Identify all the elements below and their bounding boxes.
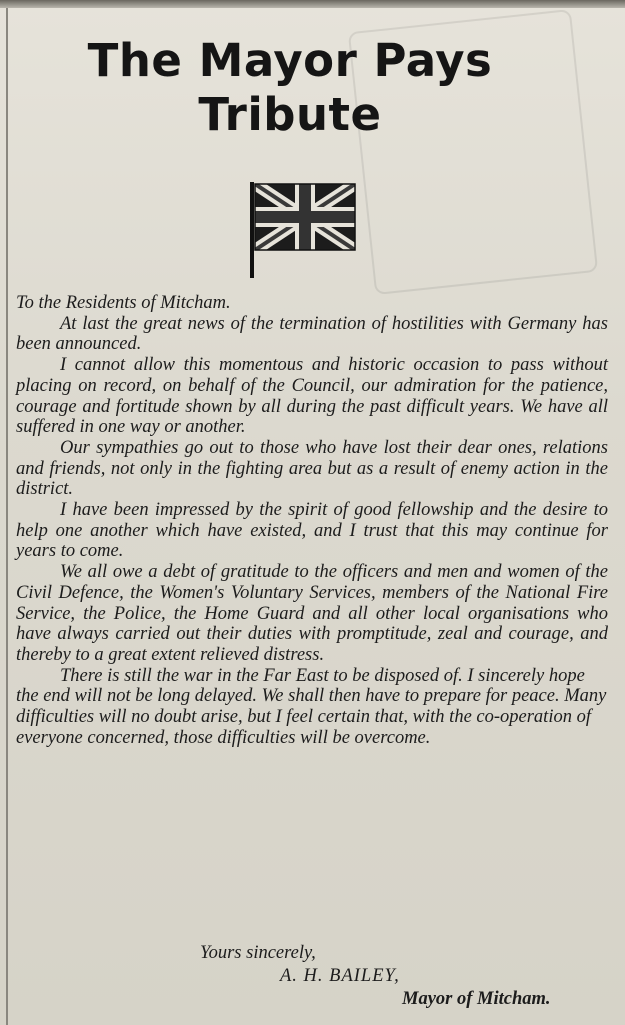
letter-paragraph: I have been impressed by the spirit of good fellowship and the desire to help one another which have existed, and I trust that this may continue for years to come. (16, 500, 608, 562)
letter-paragraph: There is still the war in the Far East to be disposed of. I sincerely hope the end will not be long delayed. We shall then have to prepare for peace. Many difficulties will no doubt arise, but I feel certain that, with the co-operation of everyone concerned, those difficulties will be overcome. (16, 665, 607, 748)
letter-paragraph: We all owe a debt of gratitude to the officers and men and women of the Civil Defence, the Women's Voluntary Services, members of the National Fire Service, the Police, the Home Guard and all other local organisations who have always carried out their duties with promptitude, zeal and courage, and thereby to a great extent relieved distress. (16, 562, 608, 665)
headline-line-1: The Mayor Pays (87, 34, 493, 87)
headline (0, 34, 580, 142)
letter-closing: Yours sincerely, (200, 943, 316, 963)
letter-salutation: To the Residents of Mitcham. (16, 293, 231, 313)
letter-body (16, 293, 608, 748)
signer-title: Mayor of Mitcham. (402, 989, 551, 1009)
letter-paragraph: Our sympathies go out to those who have lost their dear ones, relations and friends, not only in the fighting area but as a result of enemy action in the district. (16, 437, 608, 500)
letter-paragraph: At last the great news of the termination of hostilities with Germany has been announced. (16, 313, 608, 355)
letter-signer: A. H. BAILEY, (280, 966, 400, 986)
letter-paragraph: I cannot allow this momentous and historic occasion to pass without placing on record, on behalf of the Council, our admiration for the patience, courage and fortitude shown by all during the past difficult years. We have all suffered in one way or another. (16, 355, 608, 438)
headline-line-2: Tribute (198, 88, 382, 141)
union-jack-flag-icon (243, 176, 358, 280)
left-column-rule (6, 8, 8, 1025)
top-rule (0, 0, 625, 8)
